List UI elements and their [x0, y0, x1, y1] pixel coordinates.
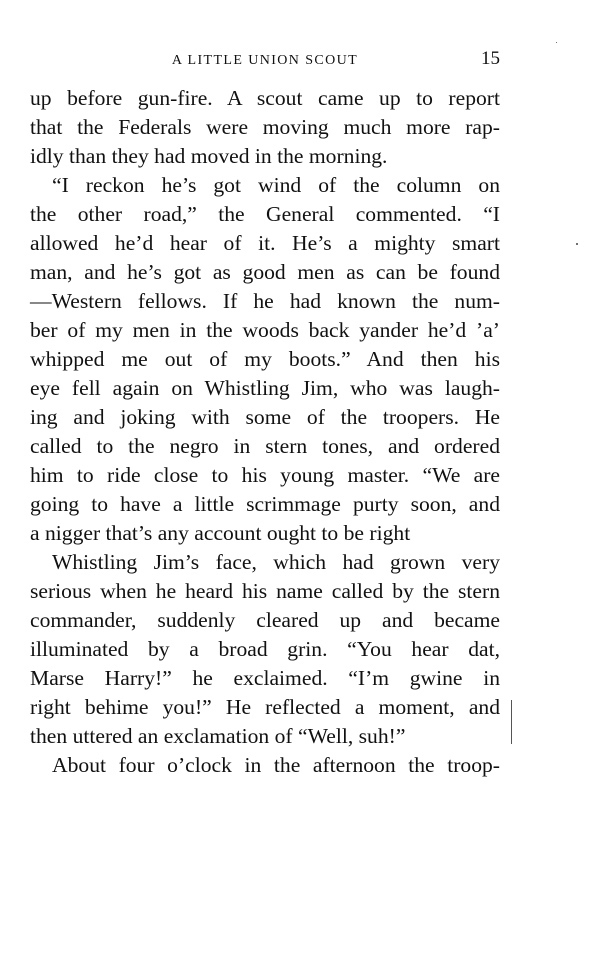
text-line: him to ride close to his young master. “We are [30, 463, 500, 487]
text-line: eye fell again on Whistling Jim, who was laugh- [30, 376, 500, 400]
body-text [30, 84, 500, 780]
running-head [30, 48, 500, 74]
text-line: —Western fellows. If he had known the num- [30, 289, 500, 313]
text-line: allowed he’d hear of it. He’s a mighty smart [30, 231, 500, 255]
text-line: up before gun-fire. A scout came up to report [30, 86, 500, 110]
text-line: man, and he’s got as good men as can be found [30, 260, 500, 284]
text-line: “I reckon he’s got wind of the column on [52, 173, 500, 197]
text-line: going to have a little scrimmage purty soon, and [30, 492, 500, 516]
text-line: Whistling Jim’s face, which had grown very [52, 550, 500, 574]
text-line: right behime you!” He reflected a moment, and [30, 695, 500, 719]
paragraph [30, 171, 500, 548]
text-line: then uttered an exclamation of “Well, suh!” [30, 724, 406, 748]
text-line: whipped me out of my boots.” And then his [30, 347, 500, 371]
paragraph [30, 751, 500, 780]
paragraph [30, 84, 500, 171]
scan-speck [576, 243, 578, 245]
text-line: About four o’clock in the afternoon the troop- [52, 753, 500, 777]
margin-mark [511, 700, 512, 744]
text-line: ber of my men in the woods back yander he’d ’a’ [30, 318, 500, 342]
text-line: Marse Harry!” he exclaimed. “I’m gwine in [30, 666, 500, 690]
paragraph [30, 548, 500, 751]
text-line: idly than they had moved in the morning. [30, 144, 388, 168]
scan-speck [556, 42, 557, 43]
page-number: 15 [481, 48, 500, 69]
text-line: called to the negro in stern tones, and ordered [30, 434, 500, 458]
text-line: serious when he heard his name called by the stern [30, 579, 500, 603]
text-line: illuminated by a broad grin. “You hear dat, [30, 637, 500, 661]
text-line: that the Federals were moving much more rap- [30, 115, 500, 139]
running-title: A LITTLE UNION SCOUT [171, 53, 359, 68]
text-line: ing and joking with some of the troopers. He [30, 405, 500, 429]
text-line: the other road,” the General commented. “I [30, 202, 500, 226]
text-line: a nigger that’s any account ought to be right [30, 521, 411, 545]
text-line: commander, suddenly cleared up and became [30, 608, 500, 632]
